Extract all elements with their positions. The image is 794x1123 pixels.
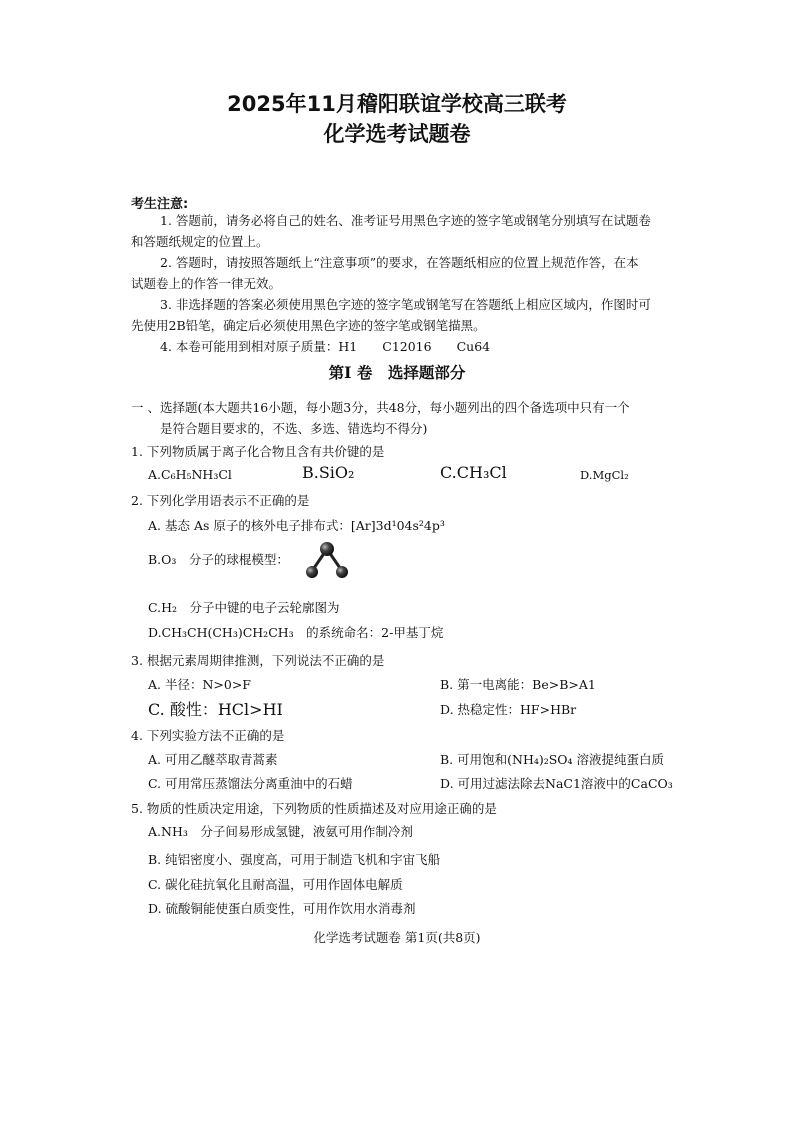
question-2-option-a: A. 基态 As 原子的核外电子排布式：[Ar]3d¹04s²4p³ [148,518,445,533]
question-5-option-b: B. 纯铝密度小、强度高，可用于制造飞机和宇宙飞船 [148,852,441,867]
question-5-option-a: A.NH₃ 分子间易形成氢键，液氨可用作制冷剂 [148,824,413,839]
notice-heading: 考生注意: [131,197,189,212]
question-3-option-d: D. 热稳定性：HF>HBr [440,702,577,717]
question-2-option-d: D.CH₃CH(CH₃)CH₂CH₃ 的系统命名：2-甲基丁烷 [148,625,444,640]
notice-item-1-cont: 和答题纸规定的位置上。 [131,234,269,249]
exam-subtitle: 化学选考试题卷 [323,122,471,146]
question-2-option-b: B.O₃ 分子的球棍模型： [148,552,289,567]
exam-title: 2025年11月稽阳联谊学校高三联考 [227,92,567,116]
question-4-stem: 4. 下列实验方法不正确的是 [131,728,285,743]
question-2-stem: 2. 下列化学用语表示不正确的是 [131,493,310,508]
question-3-stem: 3. 根据元素周期律推测，下列说法不正确的是 [131,653,385,668]
notice-item-2-cont: 试题卷上的作答一律无效。 [131,276,282,291]
question-2-option-c: C.H₂ 分子中键的电子云轮廓图为 [148,600,340,615]
question-3-option-a: A. 半径：N>0>F [148,677,251,692]
question-4-option-c: C. 可用常压蒸馏法分离重油中的石蜡 [148,776,353,791]
ozone-ball-stick-model [297,537,353,583]
notice-item-2: 2. 答题时，请按照答题纸上“注意事项”的要求，在答题纸相应的位置上规范作答，在本 [160,255,639,270]
notice-item-4: 4. 本卷可能用到相对原子质量：H1 C12016 Cu64 [160,339,491,354]
notice-item-3-cont: 先使用2B铅笔，确定后必须使用黑色字迹的签字笔或钢笔描黑。 [131,318,486,333]
question-1-option-a: A.C₆H₅NH₃Cl [148,467,232,482]
question-5-option-c: C. 碳化硅抗氧化且耐高温，可用作固体电解质 [148,877,403,892]
question-4-option-b: B. 可用饱和(NH₄)₂SO₄ 溶液提纯蛋白质 [440,752,665,767]
question-1-option-c: C.CH₃Cl [440,463,507,482]
instructions-line-2: 是符合题目要求的，不选、多选、错选均不得分) [160,421,428,436]
question-5-option-d: D. 硫酸铜能使蛋白质变性，可用作饮用水消毒剂 [148,901,416,916]
question-4-option-d: D. 可用过滤法除去NaC1溶液中的CaCO₃ [440,776,673,791]
page-footer: 化学选考试题卷 第1页(共8页) [313,930,481,945]
question-1-option-b: B.SiO₂ [302,463,355,482]
question-1-stem: 1. 下列物质属于离子化合物且含有共价键的是 [131,444,385,459]
question-4-option-a: A. 可用乙醚萃取青蒿素 [148,752,278,767]
question-3-option-c: C. 酸性：HCl>HI [148,700,283,719]
notice-item-3: 3. 非选择题的答案必须使用黑色字迹的签字笔或钢笔写在答题纸上相应区域内，作图时可 [160,297,651,312]
instructions-line-1: 一 、选择题(本大题共16小题，每小题3分，共48分，每小题列出的四个备选项中只有一个 [131,400,630,415]
question-1-option-d: D.MgCl₂ [580,468,629,482]
section-title: 第I 卷 选择题部分 [328,363,466,382]
question-3-option-b: B. 第一电离能：Be>B>A1 [440,677,596,692]
question-5-stem: 5. 物质的性质决定用途，下列物质的性质描述及对应用途正确的是 [131,801,497,816]
notice-item-1: 1. 答题前，请务必将自己的姓名、准考证号用黑色字迹的签字笔或钢笔分别填写在试题卷 [160,213,651,228]
